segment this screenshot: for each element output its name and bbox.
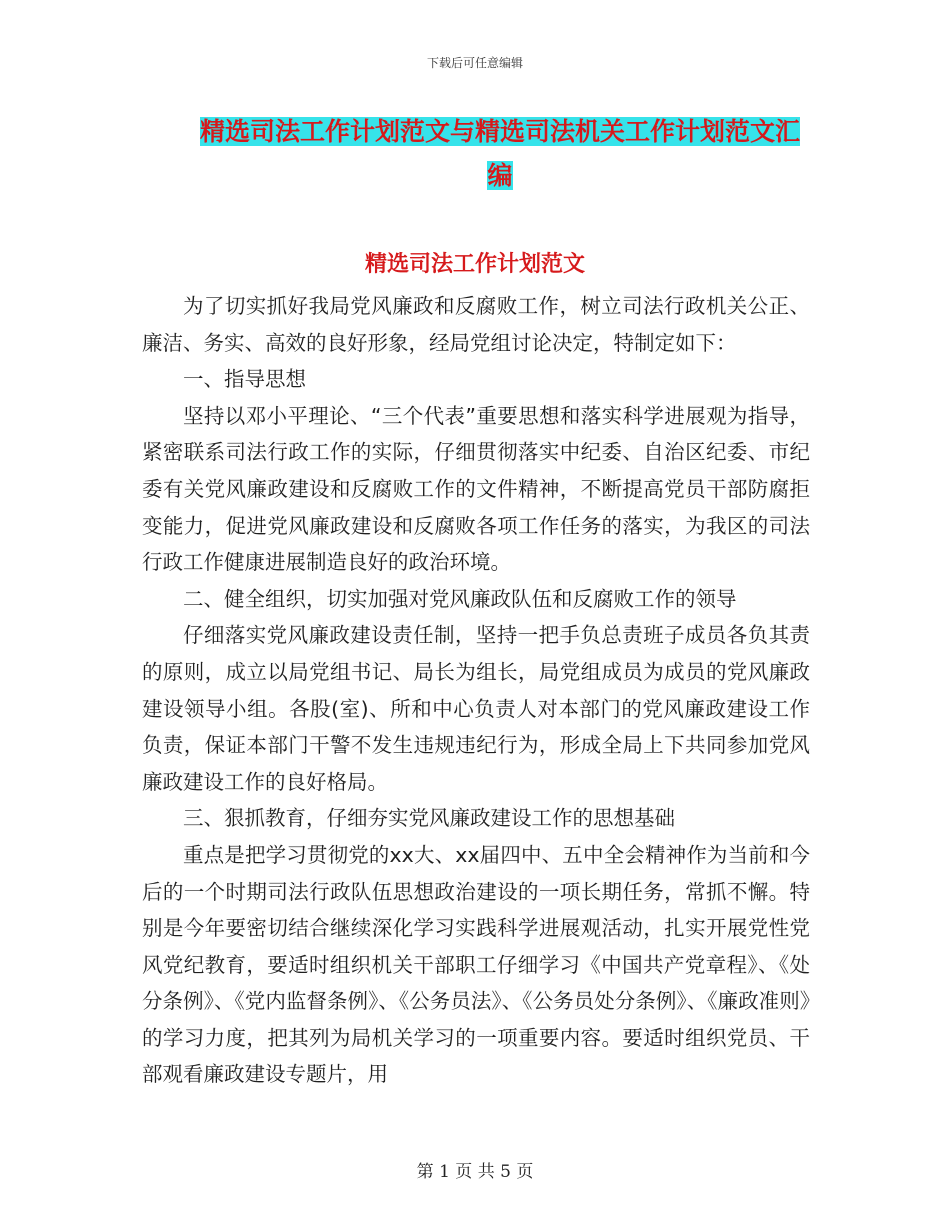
section-title: 精选司法工作计划范文 xyxy=(364,252,585,277)
paragraph-organization: 仔细落实党风廉政建设责任制，坚持一把手负总责班子成员各负其责的原则，成立以局党组书记、局长为组长，局党组成员为成员的党风廉政建设领导小组。各股(室)、所和中心负责人对本部门的党风廉政建设工作负责，保证本部门干警不发生违规违纪行为，形成全局上下共同参加党风廉政建设工作的良好格局。 xyxy=(142,623,810,794)
page-number-footer: 第 1 页 共 5 页 xyxy=(416,1162,534,1182)
heading-guiding-ideology: 一、指导思想 xyxy=(183,367,306,392)
paragraph-intro: 为了切实抓好我局党风廉政和反腐败工作，树立司法行政机关公正、廉洁、务实、高效的良好形象，经局党组讨论决定，特制定如下： xyxy=(142,294,810,355)
heading-education: 三、狠抓教育，仔细夯实党风廉政建设工作的思想基础 xyxy=(183,806,675,831)
document-body xyxy=(142,288,810,1093)
document-title xyxy=(190,110,810,198)
document-title-text: 精选司法工作计划范文与精选司法机关工作计划范文汇编 xyxy=(199,117,800,190)
paragraph-guiding-ideology: 坚持以邓小平理论、“三个代表”重要思想和落实科学进展观为指导，紧密联系司法行政工作的实际，仔细贯彻落实中纪委、自治区纪委、市纪委有关党风廉政建设和反腐败工作的文件精神，不断提高党员干部防腐拒变能力，促进党风廉政建设和反腐败各项工作任务的落实，为我区的司法行政工作健康进展制造良好的政治环境。 xyxy=(142,403,810,575)
header-note: 下载后可任意编辑 xyxy=(426,56,523,70)
paragraph-education: 重点是把学习贯彻党的xx大、xx届四中、五中全会精神作为当前和今后的一个时期司法行政队伍思想政治建设的一项长期任务，常抓不懈。特别是今年要密切结合继续深化学习实践科学进展观活动，扎实开展党性党风党纪教育，要适时组织机关干部职工仔细学习《中国共产党章程》、《处分条例》、《党内监督条例》、《公务员法》、《公务员处分条例》、《廉政准则》的学习力度，把其列为局机关学习的一项重要内容。要适时组织党员、干部观看廉政建设专题片，用 xyxy=(142,842,810,1087)
heading-organization: 二、健全组织，切实加强对党风廉政队伍和反腐败工作的领导 xyxy=(183,586,737,611)
